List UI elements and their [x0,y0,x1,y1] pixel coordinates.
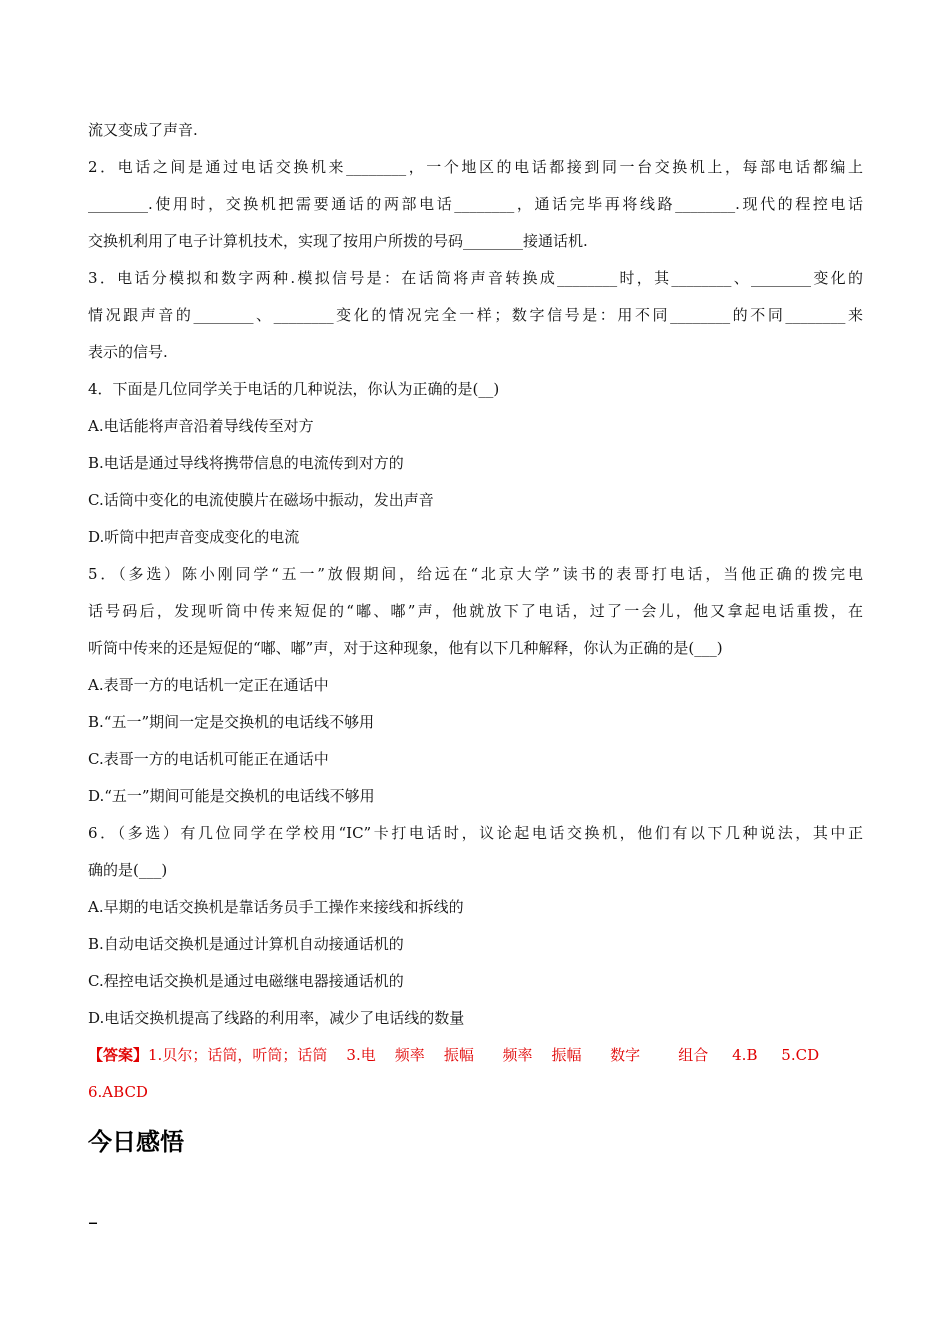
question-2-line: 2．电话之间是通过电话交换机来________，一个地区的电话都接到同一台交换机上，每部电话都编上 [88,158,863,176]
question-2-line: 交换机利用了电子计算机技术，实现了按用户所拨的号码________接通话机. [88,232,588,250]
option-b: B.“五一”期间一定是交换机的电话线不够用 [88,713,375,731]
question-5-line: 话号码后，发现听筒中传来短促的“嘟、嘟”声，他就放下了电话，过了一会儿，他又拿起电话重拨，在 [88,602,863,620]
text-line: 流又变成了声音. [88,121,198,139]
option-b: B.自动电话交换机是通过计算机自动接通话机的 [88,935,404,953]
question-2-line: ________.使用时，交换机把需要通话的两部电话________，通话完毕再将线路________.现代的程控电话 [88,195,863,213]
option-c: C.程控电话交换机是通过电磁继电器接通话机的 [88,972,404,990]
option-c: C.表哥一方的电话机可能正在通话中 [88,750,329,768]
answer-text: 1.贝尔；话筒，听筒；话筒 3.电 频率 振幅 频率 振幅 数字 组合 4.B 5.CD [148,1046,820,1064]
question-6-line: 6．（多选）有几位同学在学校用“IC”卡打电话时，议论起电话交换机，他们有以下几种说法，其中正 [88,824,863,842]
question-5-line: 5．（多选）陈小刚同学“五一”放假期间，给远在“北京大学”读书的表哥打电话，当他正确的拨完电 [88,565,863,583]
document-body [88,112,863,1111]
dash-mark: – [88,1210,98,1234]
answer-line [88,1037,863,1074]
answer-line-2: 6.ABCD [88,1083,148,1101]
answer-label: 【答案】 [88,1046,149,1064]
section-heading: 今日感悟 [88,1128,184,1156]
option-d: D.“五一”期间可能是交换机的电话线不够用 [88,787,375,805]
option-a: A.电话能将声音沿着导线传至对方 [88,417,314,435]
question-6-line: 确的是(___) [88,861,168,879]
option-a: A.表哥一方的电话机一定正在通话中 [88,676,329,694]
option-d: D.电话交换机提高了线路的利用率，减少了电话线的数量 [88,1009,465,1027]
question-5-line: 听筒中传来的还是短促的“嘟、嘟”声，对于这种现象，他有以下几种解释，你认为正确的是(___) [88,639,723,657]
question-4-stem: 4．下面是几位同学关于电话的几种说法，你认为正确的是(__) [88,380,500,398]
option-c: C.话筒中变化的电流使膜片在磁场中振动，发出声音 [88,491,434,509]
option-a: A.早期的电话交换机是靠话务员手工操作来接线和拆线的 [88,898,464,916]
question-3-line: 情况跟声音的________、________变化的情况完全一样；数字信号是：用不同________的不同________来 [88,306,863,324]
question-3-line: 3．电话分模拟和数字两种.模拟信号是：在话筒将声音转换成________时，其________、________变化的 [88,269,863,287]
option-b: B.电话是通过导线将携带信息的电流传到对方的 [88,454,404,472]
question-3-line: 表示的信号. [88,343,168,361]
option-d: D.听筒中把声音变成变化的电流 [88,528,300,546]
